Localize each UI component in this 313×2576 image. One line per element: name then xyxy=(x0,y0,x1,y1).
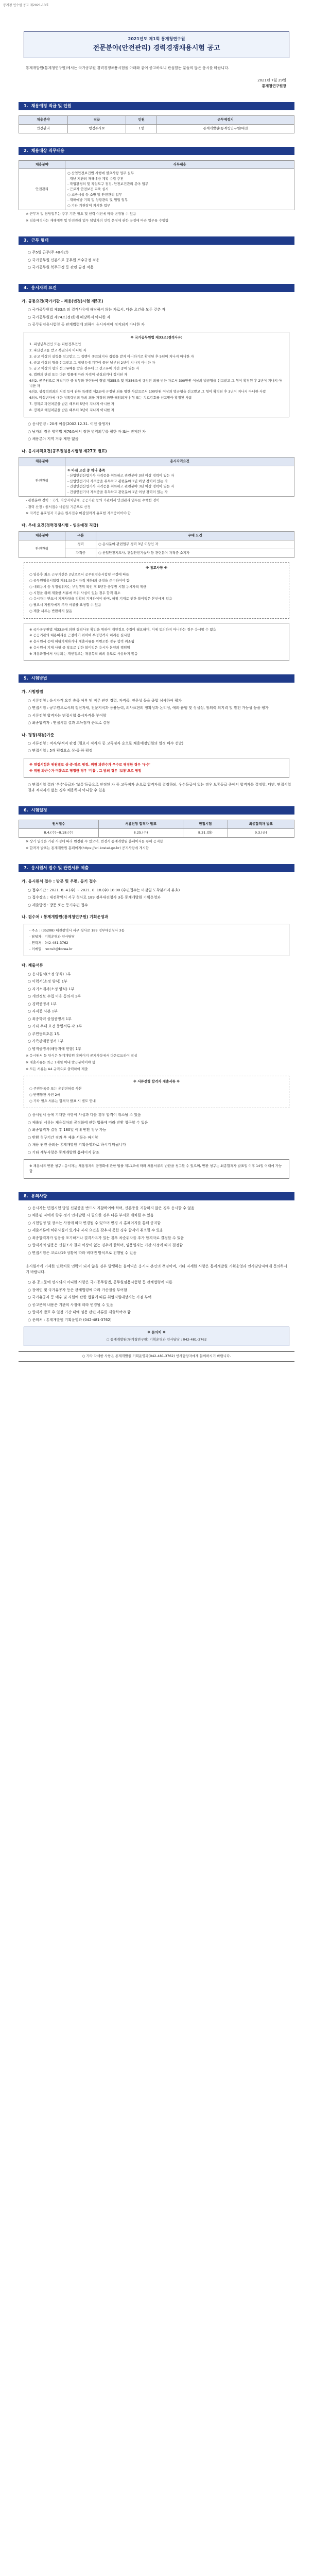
grading-box xyxy=(24,758,289,778)
section-header xyxy=(19,147,294,155)
section-header xyxy=(19,284,294,292)
qual-line: ① 아래 요건 중 하나 충족 xyxy=(67,468,106,472)
reference-box xyxy=(24,562,289,619)
table-row xyxy=(19,169,294,210)
bullet-item: ○ 국가공무원법 제33조 의 결격사유에 해당하지 않는 자로서, 다음 요건을 모두 갖춘 자 xyxy=(28,308,166,312)
subheading: 나. 평정(채점)기준 xyxy=(22,732,55,737)
privacy-box xyxy=(24,623,289,662)
bullet-item: ○ 최종합격자 : 면접시험 결과 고득점자 순으로 결정 xyxy=(28,721,110,725)
bullet-item: ○ 본 공고문에 명시되지 아니한 사항은 국가공무원법, 공무원임용시험령 등 관계법령에 따름 xyxy=(28,1280,172,1285)
bullet-item: ○ 국가공무원 신분으로 공무원 보수규정 적용 xyxy=(28,258,99,262)
table-cell: 8.31.(화) xyxy=(183,829,228,838)
section-number: 2. xyxy=(24,148,28,153)
box-line: ○ 대리응시 등 부정행위자는 부정행위 확인 후 5년간 공무원 시험 응시자격 제한 xyxy=(29,584,147,589)
title-box xyxy=(24,31,289,58)
duties-table xyxy=(19,160,294,210)
duties-cell xyxy=(65,169,294,210)
table-cell: 8.25.(수) xyxy=(98,829,183,838)
table-cell: 통계개발원(통계청연구원)대전 xyxy=(157,124,294,133)
note: - 경력 산정 : 원서접수 마감일 기준으로 산정 xyxy=(26,504,91,509)
box-line: ※ 면접시험은 위원별로 상·중·하로 평정, 위원 과반수가 우수로 평정한 경우 '우수' xyxy=(29,762,150,767)
paragraph: 응시원서에 기재한 연락처로 연락이 되지 않을 경우 발생하는 불이익은 응시자 본인의 책임이며, 기타 자세한 사항은 통계개발원 기획운영과 인사담당자에게 문의하시기 바랍니다. xyxy=(26,1264,287,1274)
duty-line: - 작업환경의 및 작업도구 점검, 안전보건관리 분야 업무 xyxy=(67,182,149,187)
table-row xyxy=(19,466,294,496)
section-title: 시험방법 xyxy=(31,676,47,681)
bullet-item: ○ 면접시험 : 공무원으로서의 정신자세, 전문지식과 응용능력, 의사표현의 정확성과 논리성, 예의·품행 및 성실성, 창의력·의지력 및 발전 가능성 등을 평가 xyxy=(28,706,269,710)
box-line: 6의4. 미성년자에 대한 성폭력범죄 등의 죄를 저질러 파면·해임되거나 형 또는 치료감호를 선고받아 확정된 사람 xyxy=(29,396,192,400)
box-line: ○ 기타 필요 서류는 합격자 발표 시 별도 안내 xyxy=(29,1098,96,1103)
duty-line: ○ 소방시설 등 소방 및 안전관리 업무 xyxy=(67,192,122,197)
document-item: ○ 병적증명서(해당자에 한함) 1부 xyxy=(28,1046,81,1051)
box-title: ※ 서류전형 합격자 제출서류 ※ xyxy=(133,1079,180,1084)
qual-line: - 산업안전산업기사 자격증을 취득하고 관련분야 3년 이상 경력이 있는 자 xyxy=(67,473,175,478)
duty-line: - 근로자 안전보건 교육 실시 xyxy=(67,187,109,192)
subheading: 가. 시험방법 xyxy=(22,689,43,694)
section-number: 3. xyxy=(24,238,28,243)
table-cell: ○ 산업안전지도사, 건설안전기술사 등 관련분야 자격증 소지자 xyxy=(96,549,294,557)
section-number: 8. xyxy=(24,1193,28,1198)
box-line: ※ 응시원서 기재 사항 중 착오로 인한 불이익은 응시자 본인의 책임임 xyxy=(29,645,130,650)
document-item: ○ 자기소개서(소정 양식) 1부 xyxy=(28,987,75,991)
note: ※ 제출서류는 최근 1개월 이내 발급분이어야 함 xyxy=(26,1060,96,1064)
bullet-item: ○ 서류전형 : 적격/부적격 판정 (필요시 적격자 중 고득점자 순으로 채용예정인원의 일정 배수 선발) xyxy=(28,741,184,745)
note: ※ 응시원서 등 양식은 통계개발원 홈페이지 공지사항에서 다운로드하여 작성 xyxy=(26,1054,137,1058)
box-title: ※ 문의처 ※ xyxy=(147,1330,166,1335)
subheading: 가. 공통요건(국가기관 - 채용(변경)시험 제5조) xyxy=(22,298,103,303)
document-item: ○ 최종학력 졸업증명서 1부 xyxy=(28,1016,72,1021)
bullet-item: ○ 접수기간 : 2021. 8. 4.(수) ~ 2021. 8. 18.(수) 18:00 (우편접수는 마감일 도착분까지 유효) xyxy=(28,888,180,892)
bullet-item: ○ 국가공무원 복무규정 등 관련 규정 적용 xyxy=(28,265,94,270)
duty-line: - 재해예방 기획 및 상황관리 및 협업 업무 xyxy=(67,198,128,202)
document-item: ○ 개인정보 수집 이용 동의서 1부 xyxy=(28,994,81,999)
bullet-item: ○ 반환 청구기간 경과 후 제출 서류는 파기함 xyxy=(28,1135,98,1140)
bullet-item: ○ 서류전형 합격자는 면접시험 응시자격을 부여함 xyxy=(28,713,107,718)
table-header: 응시자격요건 xyxy=(65,457,294,466)
qual-line: - 건설안전산업기사 자격증을 취득하고 관련분야 3년 이상 경력이 있는 자 xyxy=(67,484,175,489)
return-request-box xyxy=(24,1159,289,1179)
box-line: ※ 위원 과반수가 미흡으로 평정한 경우 '미흡', 그 밖의 경우 '보통'으로 평정 xyxy=(29,768,142,773)
bullet-item: ○ 제출서류에 허위사실이 있거나 자격 요건을 갖추지 못한 경우 합격이 취소될 수 있음 xyxy=(28,1228,163,1233)
table-header: 채용분야 xyxy=(19,116,68,125)
table-cell: 9.3.(금) xyxy=(228,829,294,838)
note: ※ 모든 서류는 A4 규격으로 출력하여 제출 xyxy=(26,1066,88,1071)
table-header: 근무예정지 xyxy=(157,116,294,125)
note: ※ 근무처 및 담당업무는 추후 기관 필요 및 인력 여건에 따라 변경될 수 있음 xyxy=(26,211,136,216)
bullet-item: ○ 최종합격자가 임용을 포기하거나 결격사유가 있는 경우 차순위자를 추가 합격자로 결정할 수 있음 xyxy=(28,1235,184,1240)
bullet-item: ○ 장애인 및 국가유공자 등은 관계법령에 따라 가산점을 부여함 xyxy=(28,1287,127,1292)
bullet-item: ○ 국가유공자 등 예우 및 지원에 관한 법률에 따른 취업지원대상자는 가점 부여 xyxy=(28,1295,152,1300)
note: - 관련분야 경력 : 국가, 지방자치단체, 공공기관 등의 기관에서 안전관리 업무를 수행한 경력 xyxy=(26,498,160,502)
table-header: 채용분야 xyxy=(19,160,65,169)
section-header xyxy=(19,236,294,245)
table-header: 면접시험 xyxy=(183,820,228,829)
bullet-item: ○ 서류전형 : 응시자격 요건 충족 여부 및 직무 관련 경력, 자격증, 전문성 등을 종합 심사하여 평가 xyxy=(28,698,182,703)
qualification-table xyxy=(19,457,294,497)
table-header: 구분 xyxy=(65,532,96,540)
qualification-cell xyxy=(65,466,294,496)
bullet-item: ○ 면접시험은 코로나19 상황에 따라 비대면 방식으로 진행될 수 있음 xyxy=(28,1250,136,1255)
box-line: ○ 통계개발원(통계청연구원) 기획운영과 인사담당 : 042-481-3762 xyxy=(106,1337,207,1342)
table-cell: 1명 xyxy=(126,124,156,133)
announcement-date: 2021년 7월 29일 xyxy=(257,78,286,82)
bullet-item: ○ 채용 관련 문의는 통계개발원 기획운영과로 하시기 바랍니다 xyxy=(28,1143,126,1147)
bullet-item: ○ 합격자의 임용은 신원조사 결과 이상이 없는 경우에 한하며, 임용일자는 기관 사정에 따라 결정함 xyxy=(28,1243,183,1248)
table-header: 채용분야 xyxy=(19,457,65,466)
box-line: 2. 파산선고를 받고 복권되지 아니한 자 xyxy=(29,348,86,353)
section-title: 시험일정 xyxy=(31,808,47,813)
table-row xyxy=(19,540,294,549)
intro-text: 통계개발원(통계청연구원)에서는 국가공무원 경력경쟁채용시험을 아래와 같이 공고하오니 관심있는 분들의 많은 응시를 바랍니다. xyxy=(26,65,230,70)
section-header xyxy=(19,1192,294,1200)
note: ※ 임용예정자는 재해예방 및 안전관리 업무 담당자의 인력 운영에 관한 규정에 따라 업무를 수행함 xyxy=(26,218,169,223)
box-line: ○ 공무원임용시험령 제51조(응시자격 제한)의 규정을 준수하여야 함 xyxy=(29,579,130,583)
header-subtitle: 2021년도 제1회 통계청연구원 xyxy=(128,37,185,41)
section-title: 응시원서 접수 및 관련서류 제출 xyxy=(31,866,89,871)
document-item: ○ 주민등록초본 1부 xyxy=(28,1031,60,1036)
box-line: 1. 피성년후견인 또는 피한정후견인 xyxy=(29,342,81,347)
disqualification-box xyxy=(24,332,289,418)
box-line: - 담당자 : 기획운영과 인사담당 xyxy=(29,935,75,939)
section-number: 5. xyxy=(24,676,28,681)
table-cell: 자격증 xyxy=(65,549,96,557)
box-line: ○ 제출 서류는 반환하지 않음 xyxy=(29,608,73,613)
table-cell: 8.4.(수)~8.18.(수) xyxy=(19,829,99,838)
subheading: 가. 응시원서 접수 : 방문 및 우편, 등기 접수 xyxy=(22,879,97,884)
section-number: 4. xyxy=(24,285,28,290)
box-line: 4. 금고 이상의 형을 선고받고 그 집행유예 기간이 끝난 날부터 2년이 지나지 아니한 자 xyxy=(29,360,155,365)
document-item: ○ 경력증명서 1부 xyxy=(28,1002,57,1006)
box-line: ※ 채용서류 반환 청구 : 응시자는 채용절차의 공정화에 관한 법률 제11조에 따라 채용서류의 반환을 청구할 수 있으며, 반환 청구는 최종합격자 발표일 이후 14일 이내에 가능함 xyxy=(29,1164,282,1174)
table-header: 직급 xyxy=(68,116,126,125)
table-header: 원서접수 xyxy=(19,820,99,829)
qual-line: - 산업안전기사 자격증을 취득하고 관련분야 1년 이상 경력이 있는 자 xyxy=(67,479,168,483)
section-title: 응시자격 요건 xyxy=(31,285,57,290)
bullet-item: ○ 공고문의 내용은 기관의 사정에 따라 변경될 수 있음 xyxy=(28,1302,113,1307)
bullet-item: ○ 접수장소 : 대전광역시 서구 청사로 189 정부대전청사 3동 통계개발원 기획운영과 xyxy=(28,895,161,900)
box-line: ○ 주민등록증 또는 운전면허증 사본 xyxy=(29,1087,82,1091)
table-cell: 안전관리 xyxy=(19,124,68,133)
bullet-item: ○ 응시원서 등에 기재한 사항이 사실과 다를 경우 합격이 취소될 수 있음 xyxy=(28,1113,141,1117)
section-header xyxy=(19,864,294,872)
duty-line: ○ 산업안전보건법 시행에 필요사항 업무 실무 xyxy=(67,171,134,176)
box-line: - 주소 : (35208) 대전광역시 서구 청사로 189 정부대전청사 3동 xyxy=(29,928,125,933)
box-line: - 연락처 : 042-481-3762 xyxy=(29,940,68,945)
table-cell: 안전관리 xyxy=(19,169,65,210)
box-title: ※ 참고사항 ※ xyxy=(145,565,168,570)
bullet-item: ○ 문의처 : 통계개발원 기획운영과 (042-481-3762) xyxy=(28,1317,112,1322)
box-title: ※ 국가공무원법 제33조(결격사유) xyxy=(130,335,183,340)
table-cell: 안전관리 xyxy=(19,466,65,496)
note: ※ 상기 일정은 기관 사정에 따라 변경될 수 있으며, 변경시 통계개발원 홈페이지를 통해 공지함 xyxy=(26,839,163,843)
table-header: 직무내용 xyxy=(65,160,294,169)
date-block xyxy=(19,78,294,89)
table-cell: 안전관리 xyxy=(19,540,65,558)
box-line: 6. 법원의 판결 또는 다른 법률에 따라 자격이 상실되거나 정지된 자 xyxy=(29,372,128,377)
box-line: ※ 공공기관의 채용비리를 근절하기 위하여 부정합격자 처리를 실시함 xyxy=(29,633,130,638)
table-row xyxy=(19,124,294,133)
bullet-item: ○ 주5일 근무(주 40시간) xyxy=(28,250,68,255)
section-number: 6. xyxy=(24,808,28,813)
final-notice: ○ 기타 자세한 사항은 통계개발원 기획운영과(042-481-3762) 인사담당자에게 문의하시기 바랍니다. xyxy=(19,1351,294,1362)
note: ※ 합격자 발표는 통계개발원 홈페이지(https://sri.kostat.go.kr) 공지사항에 게시함 xyxy=(26,845,149,850)
document-item: ○ 기타 우대 요건 증빙서류 각 1부 xyxy=(28,1024,82,1029)
table-header: 인원 xyxy=(126,116,156,125)
bullet-item: ○ 남자의 경우 병역법 제76조에서 정한 병역의무를 필한 자 또는 면제된 자 xyxy=(28,429,146,434)
header-title: 전문분야(안전관리) 경력경쟁채용시험 공고 xyxy=(93,44,220,52)
bullet-item: ○ 면접시험 : 5개 평정요소 상·중·하 평정 xyxy=(28,749,93,753)
document-item: ○ 자격증 사본 1부 xyxy=(28,1009,58,1014)
issuing-org: 통계청연구원장 xyxy=(262,83,286,88)
qual-line: - 건설안전기사 자격증을 취득하고 관련분야 1년 이상 경력이 있는 자 xyxy=(67,489,168,494)
preference-table xyxy=(19,531,294,557)
section-header xyxy=(19,674,294,683)
section-title: 채용대상 직무내용 xyxy=(31,148,65,153)
box-line: ○ 시험을 위해 제출한 서류에 허위 사실이 있는 경우 합격 취소 xyxy=(29,590,121,595)
box-line: - 이메일 : recruit@korea.kr xyxy=(29,946,73,951)
box-line: ※ 채용과정에서 사용되는 개인정보는 채용목적 외의 용도로 사용하지 않음 xyxy=(29,651,138,656)
schedule-table xyxy=(19,820,294,838)
note: ※ 자격증 유효일자 기준은 원서접수 마감일까지 유효한 자격증이어야 함 xyxy=(26,511,131,516)
document-item: ○ 가족관계증명서 1부 xyxy=(28,1039,64,1044)
section-number: 7. xyxy=(24,866,28,871)
bullet-item: ○ 제출된 서류는 채용절차의 공정화에 관한 법률에 따라 반환 청구할 수 있음 xyxy=(28,1120,148,1125)
bullet-item: ○ 제출방법 : 방문 또는 등기우편 접수 xyxy=(28,903,88,907)
table-header: 채용분야 xyxy=(19,532,65,540)
section-title: 유의사항 xyxy=(31,1193,47,1198)
document-item: ○ 응시원서(소정 양식) 1부 xyxy=(28,972,71,976)
box-line: ○ 임용후 최소 근무기간은 2년으로서 공무원임용시험령 규정에 따름 xyxy=(29,572,129,577)
box-line: 8. 징계로 해임처분을 받은 때부터 3년이 지나지 아니한 자 xyxy=(29,408,115,412)
subheading: 다. 제출서류 xyxy=(22,963,43,968)
box-line: ※ 국가공무원법 제33조에 의한 결격사유 확인을 위하여 개인정보 수집이 필요하며, 이에 동의하지 아니하는 경우 응시할 수 없음 xyxy=(29,627,216,632)
section-title: 근무 형태 xyxy=(31,238,49,243)
bullet-item: ○ 최종합격자 결정 후 180일 이내 반환 청구 가능 xyxy=(28,1128,107,1132)
bullet-item: ○ 시험일정 및 장소는 사정에 따라 변경될 수 있으며 변경 시 홈페이지를 통해 공지함 xyxy=(28,1221,161,1225)
box-line: 6의3. 성폭력범죄의 처벌 등에 관한 특례법 제2조에 규정된 죄를 범한 사람으로서 100만원 이상의 벌금형을 선고받고 그 형이 확정된 후 3년이 지나지 아니한 사람 xyxy=(29,389,266,394)
table-row xyxy=(19,829,294,838)
bullet-item: ○ 기타 세부사항은 통계개발원 홈페이지 참조 xyxy=(28,1150,99,1155)
paragraph: ○ 면접시험 결과 '우수'등급과 '보통'등급으로 판정된 자 중 고득점자 순으로 합격자를 결정하되, 우수등급이 없는 경우 보통등급 중에서 합격자를 결정함. 다만, 면접시험 결과 적격자가 없는 경우 채용하지 아니할 수 있음 xyxy=(28,783,291,792)
bullet-item: ○ 국가공무원법 제74조(정년)에 해당하지 아니한 자 xyxy=(28,315,111,319)
bullet-item: ○ 채용분야 지역 거주 제한 없음 xyxy=(28,437,79,442)
bullet-item: ○ 공무원임용시험령 등 관계법령에 의하여 응시자격이 정지되지 아니한 자 xyxy=(28,323,145,327)
bullet-item: ○ 응시연령 : 20세 이상(2002.12.31. 이전 출생자) xyxy=(28,422,110,427)
table-header: 최종합격자 발표 xyxy=(228,820,294,829)
box-line: ○ 필요시 지원자에게 추가 서류를 요청할 수 있음 xyxy=(29,603,101,607)
section-header xyxy=(19,102,294,110)
bullet-item: ○ 합격자 발표 후 일정 기간 내에 임용 관련 서류를 제출하여야 함 xyxy=(28,1310,131,1315)
box-line: 5. 금고 이상의 형의 선고유예를 받은 경우에 그 선고유예 기간 중에 있는 자 xyxy=(29,366,140,371)
table-header: 우대 요건 xyxy=(96,532,294,540)
bullet-item: ○ 응시자는 면접시험 당일 신분증을 반드시 지참하여야 하며, 신분증을 지참하지 않은 경우 응시할 수 없음 xyxy=(28,1206,195,1210)
box-line: 3. 금고 이상의 실형을 선고받고 그 집행이 종료되거나 집행을 받지 아니하기로 확정된 후 5년이 지나지 아니한 자 xyxy=(29,354,194,359)
section-header xyxy=(19,806,294,815)
contact-box xyxy=(24,924,289,956)
documents-box xyxy=(24,1076,289,1108)
box-line: ○ 응시자는 반드시 기재사항을 정확히 기재하여야 하며, 허위 기재로 인한 불이익은 본인에게 있음 xyxy=(29,597,172,601)
subheading: 다. 우대 요건(경력경쟁시험 - 임용예정 직급) xyxy=(22,523,99,528)
table-cell: 행정주사보 xyxy=(68,124,126,133)
document-item: ○ 이력서(소정 양식) 1부 xyxy=(28,979,67,984)
duty-line: ○ 기타 기관장이 지시한 업무 xyxy=(67,203,111,208)
section-number: 1. xyxy=(24,104,28,108)
box-line: ※ 응시원서 등에 허위기재하거나 제출서류를 위변조한 경우 합격 취소됨 xyxy=(29,639,135,644)
section-title: 채용예정 직급 및 인원 xyxy=(31,104,72,108)
inquiry-box xyxy=(24,1327,289,1346)
table-cell: ○ 응시분야 관련업무 경력 3년 이상인 자 xyxy=(96,540,294,549)
bullet-item: ○ 채용된 자에게 향후 정기 인사발령 시 필요한 경우 다른 부서로 배치될 수 있음 xyxy=(28,1213,154,1218)
top-note: 통계청 연수원 공고 제2021-13호 xyxy=(3,4,49,7)
box-line: 6의2. 공무원으로 재직기간 중 직무와 관련하여 형법 제355조 및 제356조에 규정된 죄를 범한 자로서 300만원 이상의 벌금형을 선고받고 그 형이 확정된 후 2년이 지나지 아니한 자 xyxy=(29,378,282,388)
box-line: ○ 반명함판 사진 2매 xyxy=(29,1092,60,1097)
table-header: 서류전형 합격자 발표 xyxy=(98,820,183,829)
positions-table xyxy=(19,115,294,133)
subheading: 나. 접수처 : 통계개발원(통계청연구원) 기획운영과 xyxy=(22,914,109,920)
box-line: 7. 징계로 파면처분을 받은 때부터 5년이 지나지 아니한 자 xyxy=(29,401,115,406)
table-cell: 경력 xyxy=(65,540,96,549)
subheading: 나. 응시자격요건(공무원임용시험령 제27조 별표) xyxy=(22,448,107,453)
duty-line: - 재난 기관의 재해예방 계획 수립 추진 xyxy=(67,176,124,181)
